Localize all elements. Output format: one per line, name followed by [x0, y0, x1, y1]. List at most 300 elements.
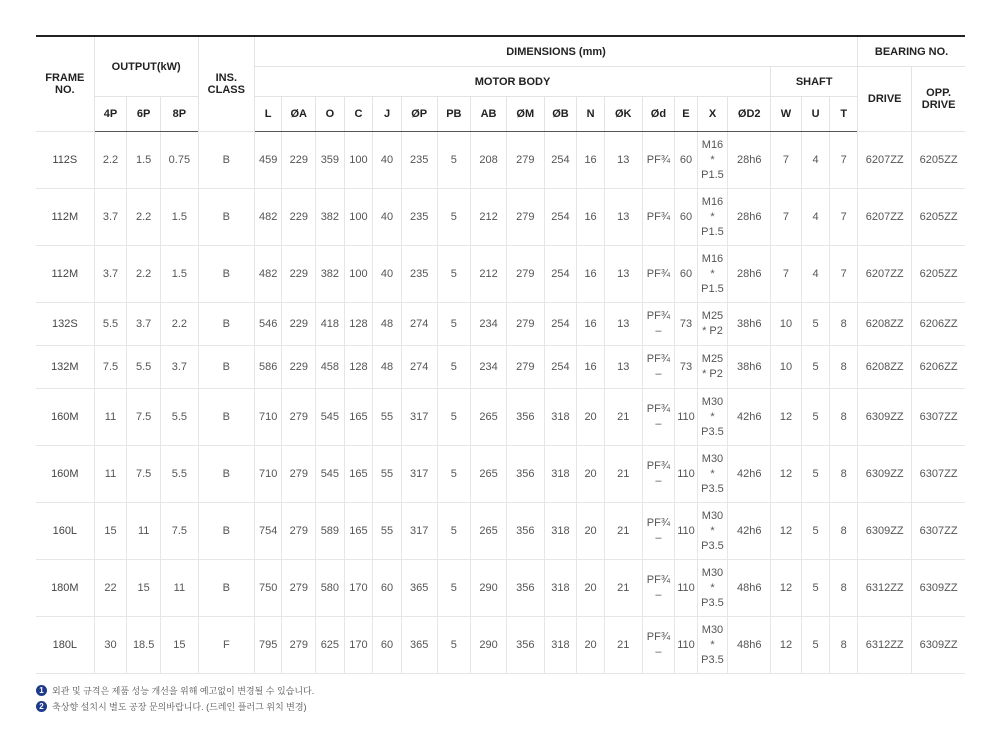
cell-e: 110: [675, 389, 697, 446]
cell-k: 13: [604, 346, 642, 389]
cell-part: P1.5: [701, 225, 724, 238]
cell-pb: 5: [437, 132, 471, 189]
subheader-cell: AB: [471, 97, 507, 132]
cell-frame: 132S: [36, 303, 94, 346]
cell-b: 254: [544, 189, 577, 246]
cell-l: 750: [254, 560, 282, 617]
cell-frame: 132M: [36, 346, 94, 389]
cell-t: 8: [830, 446, 858, 503]
cell-ins: B: [198, 446, 254, 503]
table-row: [36, 189, 965, 246]
cell-d2: 48h6: [728, 560, 771, 617]
cell-e: 60: [675, 132, 697, 189]
cell-opp: 6307ZZ: [912, 503, 965, 560]
cell-e: 110: [675, 446, 697, 503]
cell-p4: 3.7: [94, 246, 127, 303]
cell-c: 165: [344, 389, 373, 446]
cell-part: M25: [701, 353, 724, 365]
cell-x: [697, 189, 728, 246]
cell-a: 229: [282, 303, 316, 346]
header-output: OUTPUT(kW): [94, 36, 198, 97]
cell-u: 4: [801, 132, 830, 189]
cell-p8: 1.5: [160, 189, 198, 246]
cell-ab: 212: [471, 189, 507, 246]
cell-m: 279: [506, 303, 544, 346]
header-opp-drive: OPP. DRIVE: [912, 67, 965, 132]
cell-p: 235: [401, 132, 437, 189]
cell-drive: 6312ZZ: [858, 560, 912, 617]
cell-m: 279: [506, 132, 544, 189]
cell-opp: 6307ZZ: [912, 389, 965, 446]
cell-l: 482: [254, 189, 282, 246]
cell-x: [697, 389, 728, 446]
cell-ab: 265: [471, 446, 507, 503]
cell-d: [642, 132, 675, 189]
cell-l: 710: [254, 446, 282, 503]
table-row: [36, 389, 965, 446]
cell-d2: 28h6: [728, 132, 771, 189]
cell-p6: 3.7: [127, 303, 161, 346]
subheader-cell: U: [801, 97, 830, 132]
cell-pb: 5: [437, 346, 471, 389]
cell-d2: 42h6: [728, 446, 771, 503]
cell-part: PF¾: [646, 310, 671, 322]
cell-b: 318: [544, 503, 577, 560]
number-badge-icon: 2: [36, 701, 47, 712]
subheader-cell: E: [675, 97, 697, 132]
cell-part: –: [655, 475, 662, 487]
cell-c: 100: [344, 132, 373, 189]
cell-drive: 6207ZZ: [858, 132, 912, 189]
cell-opp: 6205ZZ: [912, 189, 965, 246]
cell-part: *: [710, 467, 715, 480]
subheader-cell: X: [697, 97, 728, 132]
cell-p6: 2.2: [127, 189, 161, 246]
cell-ab: 290: [471, 617, 507, 674]
cell-t: 8: [830, 303, 858, 346]
cell-opp: 6206ZZ: [912, 303, 965, 346]
table-row: [36, 446, 965, 503]
cell-p4: 30: [94, 617, 127, 674]
cell-d: [642, 446, 675, 503]
cell-p: 317: [401, 389, 437, 446]
cell-a: 279: [282, 389, 316, 446]
subheader-cell: T: [830, 97, 858, 132]
cell-k: 13: [604, 303, 642, 346]
cell-o: 382: [316, 246, 345, 303]
cell-k: 13: [604, 132, 642, 189]
cell-j: 60: [373, 560, 402, 617]
cell-m: 279: [506, 189, 544, 246]
cell-part: P1.5: [701, 282, 724, 295]
cell-ins: B: [198, 346, 254, 389]
cell-frame: 160L: [36, 503, 94, 560]
cell-ab: 212: [471, 246, 507, 303]
cell-o: 458: [316, 346, 345, 389]
header-dimensions: DIMENSIONS (mm): [254, 36, 857, 67]
cell-part: –: [655, 418, 662, 430]
cell-part: *: [710, 153, 715, 166]
cell-d: [642, 246, 675, 303]
cell-pb: 5: [437, 503, 471, 560]
cell-m: 356: [506, 617, 544, 674]
cell-d2: 38h6: [728, 303, 771, 346]
cell-w: 12: [771, 560, 802, 617]
cell-a: 229: [282, 246, 316, 303]
cell-x: [697, 503, 728, 560]
cell-p: 235: [401, 246, 437, 303]
cell-drive: 6208ZZ: [858, 346, 912, 389]
cell-part: P3.5: [701, 539, 724, 552]
cell-u: 5: [801, 389, 830, 446]
header-bearing: BEARING NO.: [858, 36, 965, 67]
cell-drive: 6309ZZ: [858, 389, 912, 446]
cell-drive: 6208ZZ: [858, 303, 912, 346]
cell-j: 55: [373, 389, 402, 446]
subheader-cell: PB: [437, 97, 471, 132]
cell-part: M30: [701, 509, 724, 522]
table-row: [36, 346, 965, 389]
cell-part: –: [655, 646, 662, 658]
header-drive: DRIVE: [858, 67, 912, 132]
subheader-cell: ØB: [544, 97, 577, 132]
cell-part: PF¾: [646, 353, 671, 365]
cell-ins: B: [198, 560, 254, 617]
cell-p6: 11: [127, 503, 161, 560]
cell-p8: 5.5: [160, 389, 198, 446]
cell-k: 21: [604, 389, 642, 446]
cell-p4: 3.7: [94, 189, 127, 246]
cell-pb: 5: [437, 560, 471, 617]
cell-u: 5: [801, 503, 830, 560]
subheader-cell: ØA: [282, 97, 316, 132]
cell-m: 356: [506, 389, 544, 446]
cell-part: P3.5: [701, 596, 724, 609]
cell-drive: 6309ZZ: [858, 503, 912, 560]
cell-t: 7: [830, 132, 858, 189]
cell-n: 20: [577, 503, 605, 560]
cell-part: PF¾: [646, 267, 671, 280]
cell-p: 274: [401, 346, 437, 389]
cell-u: 5: [801, 346, 830, 389]
cell-ins: B: [198, 246, 254, 303]
subheader-cell: Ød: [642, 97, 675, 132]
cell-p4: 5.5: [94, 303, 127, 346]
cell-k: 21: [604, 446, 642, 503]
cell-drive: 6312ZZ: [858, 617, 912, 674]
cell-t: 7: [830, 246, 858, 303]
cell-ab: 265: [471, 503, 507, 560]
cell-l: 586: [254, 346, 282, 389]
cell-u: 5: [801, 446, 830, 503]
cell-ab: 208: [471, 132, 507, 189]
cell-o: 589: [316, 503, 345, 560]
cell-o: 625: [316, 617, 345, 674]
cell-p6: 15: [127, 560, 161, 617]
cell-c: 128: [344, 303, 373, 346]
cell-part: –: [655, 325, 662, 337]
cell-p6: 2.2: [127, 246, 161, 303]
cell-m: 279: [506, 246, 544, 303]
cell-part: M30: [701, 566, 724, 579]
cell-ab: 290: [471, 560, 507, 617]
cell-frame: 180L: [36, 617, 94, 674]
cell-k: 21: [604, 617, 642, 674]
cell-part: P3.5: [701, 482, 724, 495]
cell-n: 16: [577, 346, 605, 389]
subheader-cell: W: [771, 97, 802, 132]
cell-t: 8: [830, 560, 858, 617]
cell-drive: 6207ZZ: [858, 246, 912, 303]
cell-d2: 48h6: [728, 617, 771, 674]
subheader-cell: L: [254, 97, 282, 132]
footnote: [36, 698, 314, 714]
subheader-cell: O: [316, 97, 345, 132]
cell-c: 100: [344, 246, 373, 303]
footnote: [36, 682, 314, 698]
cell-part: *: [710, 267, 715, 280]
cell-e: 60: [675, 189, 697, 246]
cell-w: 7: [771, 246, 802, 303]
cell-p6: 5.5: [127, 346, 161, 389]
cell-b: 318: [544, 617, 577, 674]
cell-part: PF¾: [646, 574, 671, 586]
footnotes: [36, 682, 314, 714]
cell-part: M30: [701, 452, 724, 465]
cell-w: 12: [771, 503, 802, 560]
header-motor-body: MOTOR BODY: [254, 67, 770, 97]
cell-frame: 180M: [36, 560, 94, 617]
cell-t: 7: [830, 189, 858, 246]
table-row: [36, 617, 965, 674]
cell-t: 8: [830, 503, 858, 560]
table-row: [36, 303, 965, 346]
cell-t: 8: [830, 617, 858, 674]
cell-u: 4: [801, 246, 830, 303]
cell-p: 365: [401, 560, 437, 617]
cell-w: 12: [771, 389, 802, 446]
cell-part: P1.5: [701, 168, 724, 181]
subheader-cell: 8P: [160, 97, 198, 132]
cell-d: [642, 389, 675, 446]
cell-ab: 234: [471, 303, 507, 346]
cell-u: 5: [801, 560, 830, 617]
cell-p6: 1.5: [127, 132, 161, 189]
cell-part: M16: [701, 138, 724, 151]
cell-a: 279: [282, 503, 316, 560]
cell-e: 110: [675, 617, 697, 674]
cell-part: PF¾: [646, 631, 671, 643]
cell-j: 55: [373, 446, 402, 503]
cell-k: 21: [604, 503, 642, 560]
cell-part: M16: [701, 195, 724, 208]
subheader-cell: 4P: [94, 97, 127, 132]
cell-x: [697, 446, 728, 503]
cell-l: 795: [254, 617, 282, 674]
cell-l: 754: [254, 503, 282, 560]
table-row: [36, 503, 965, 560]
header-shaft: SHAFT: [771, 67, 858, 97]
cell-a: 229: [282, 132, 316, 189]
cell-opp: 6307ZZ: [912, 446, 965, 503]
cell-part: –: [655, 368, 662, 380]
cell-e: 73: [675, 303, 697, 346]
cell-c: 165: [344, 446, 373, 503]
cell-p4: 11: [94, 446, 127, 503]
cell-d2: 28h6: [728, 189, 771, 246]
cell-drive: 6207ZZ: [858, 189, 912, 246]
cell-p: 274: [401, 303, 437, 346]
cell-d2: 42h6: [728, 389, 771, 446]
cell-p8: 11: [160, 560, 198, 617]
cell-o: 580: [316, 560, 345, 617]
cell-a: 279: [282, 560, 316, 617]
cell-part: *: [710, 410, 715, 423]
cell-l: 710: [254, 389, 282, 446]
cell-d: [642, 560, 675, 617]
cell-m: 356: [506, 560, 544, 617]
cell-n: 20: [577, 560, 605, 617]
cell-drive: 6309ZZ: [858, 446, 912, 503]
cell-p6: 18.5: [127, 617, 161, 674]
cell-part: PF¾: [646, 517, 671, 529]
cell-l: 482: [254, 246, 282, 303]
cell-t: 8: [830, 346, 858, 389]
cell-opp: 6206ZZ: [912, 346, 965, 389]
subheader-cell: ØD2: [728, 97, 771, 132]
cell-o: 382: [316, 189, 345, 246]
cell-a: 279: [282, 617, 316, 674]
cell-ins: B: [198, 189, 254, 246]
cell-p8: 15: [160, 617, 198, 674]
cell-j: 40: [373, 246, 402, 303]
cell-p8: 5.5: [160, 446, 198, 503]
cell-a: 279: [282, 446, 316, 503]
cell-part: P3.5: [701, 653, 724, 666]
cell-frame: 160M: [36, 389, 94, 446]
cell-o: 359: [316, 132, 345, 189]
cell-p8: 2.2: [160, 303, 198, 346]
cell-n: 16: [577, 303, 605, 346]
cell-b: 318: [544, 446, 577, 503]
subheader-row: [36, 97, 965, 132]
cell-c: 128: [344, 346, 373, 389]
cell-part: *: [710, 210, 715, 223]
cell-part: –: [655, 589, 662, 601]
cell-w: 10: [771, 303, 802, 346]
cell-k: 13: [604, 246, 642, 303]
cell-ab: 234: [471, 346, 507, 389]
cell-w: 7: [771, 189, 802, 246]
number-badge-icon: 1: [36, 685, 47, 696]
cell-e: 60: [675, 246, 697, 303]
cell-d: [642, 189, 675, 246]
cell-x: [697, 246, 728, 303]
cell-j: 40: [373, 132, 402, 189]
cell-p4: 22: [94, 560, 127, 617]
cell-pb: 5: [437, 446, 471, 503]
cell-m: 356: [506, 503, 544, 560]
cell-o: 418: [316, 303, 345, 346]
cell-c: 100: [344, 189, 373, 246]
cell-part: PF¾: [646, 210, 671, 223]
cell-part: M25: [701, 310, 724, 322]
cell-e: 110: [675, 503, 697, 560]
subheader-cell: ØM: [506, 97, 544, 132]
subheader-cell: ØP: [401, 97, 437, 132]
cell-ins: B: [198, 303, 254, 346]
cell-p8: 7.5: [160, 503, 198, 560]
cell-p6: 7.5: [127, 389, 161, 446]
subheader-cell: ØK: [604, 97, 642, 132]
cell-n: 16: [577, 246, 605, 303]
cell-part: *: [710, 524, 715, 537]
cell-o: 545: [316, 389, 345, 446]
cell-e: 110: [675, 560, 697, 617]
cell-k: 13: [604, 189, 642, 246]
cell-pb: 5: [437, 303, 471, 346]
cell-n: 16: [577, 132, 605, 189]
cell-n: 20: [577, 446, 605, 503]
cell-opp: 6309ZZ: [912, 617, 965, 674]
cell-ins: B: [198, 132, 254, 189]
cell-frame: 112S: [36, 132, 94, 189]
table-row: [36, 132, 965, 189]
cell-part: M30: [701, 395, 724, 408]
table-row: [36, 246, 965, 303]
cell-p4: 7.5: [94, 346, 127, 389]
cell-d: [642, 346, 675, 389]
subheader-cell: 6P: [127, 97, 161, 132]
cell-b: 254: [544, 246, 577, 303]
cell-x: [697, 346, 728, 389]
cell-p8: 0.75: [160, 132, 198, 189]
cell-b: 254: [544, 132, 577, 189]
cell-p: 317: [401, 446, 437, 503]
cell-j: 48: [373, 346, 402, 389]
cell-x: [697, 617, 728, 674]
cell-p4: 15: [94, 503, 127, 560]
cell-part: PF¾: [646, 460, 671, 472]
cell-part: M30: [701, 623, 724, 636]
cell-c: 170: [344, 617, 373, 674]
cell-n: 20: [577, 389, 605, 446]
cell-opp: 6309ZZ: [912, 560, 965, 617]
cell-a: 229: [282, 346, 316, 389]
cell-frame: 112M: [36, 189, 94, 246]
cell-d2: 38h6: [728, 346, 771, 389]
subheader-cell: N: [577, 97, 605, 132]
motor-spec-table: [36, 35, 965, 674]
cell-b: 318: [544, 389, 577, 446]
cell-l: 459: [254, 132, 282, 189]
header-ins-class: INS. CLASS: [198, 36, 254, 132]
cell-d2: 28h6: [728, 246, 771, 303]
cell-pb: 5: [437, 389, 471, 446]
cell-j: 40: [373, 189, 402, 246]
cell-frame: 160M: [36, 446, 94, 503]
cell-u: 5: [801, 303, 830, 346]
cell-part: *: [710, 581, 715, 594]
cell-part: PF¾: [646, 403, 671, 415]
header-frame-no: FRAME NO.: [36, 36, 94, 132]
cell-p8: 3.7: [160, 346, 198, 389]
cell-n: 20: [577, 617, 605, 674]
cell-b: 254: [544, 346, 577, 389]
cell-part: –: [655, 532, 662, 544]
cell-opp: 6205ZZ: [912, 132, 965, 189]
cell-frame: 112M: [36, 246, 94, 303]
